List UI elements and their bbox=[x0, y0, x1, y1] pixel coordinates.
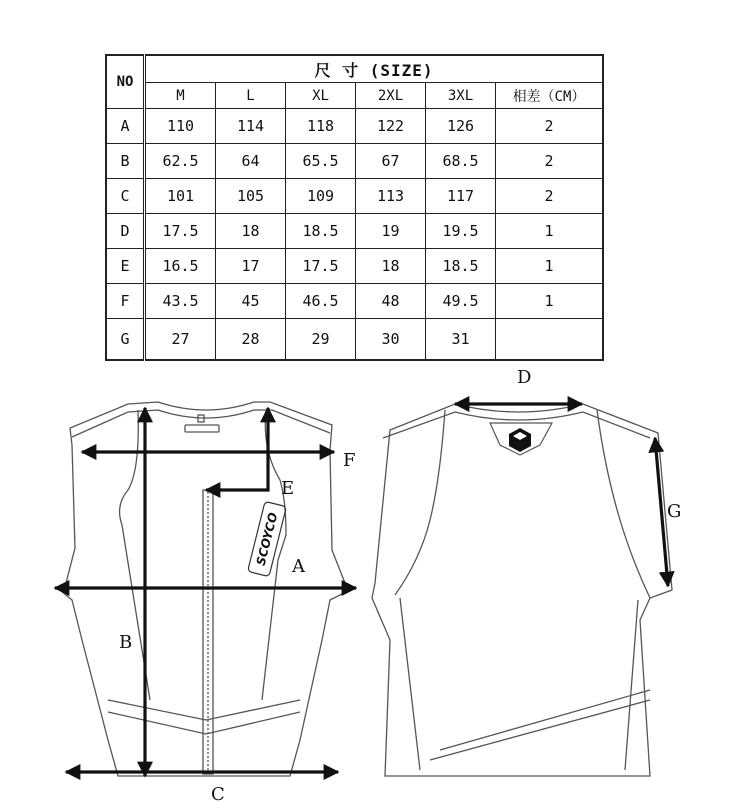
difference-cell: 1 bbox=[496, 249, 604, 284]
arrow-e-zip-to-shoulder bbox=[206, 408, 268, 490]
size-header-l: L bbox=[216, 83, 286, 109]
table-cell: 28 bbox=[216, 319, 286, 361]
table-cell: 67 bbox=[356, 144, 426, 179]
table-row bbox=[106, 284, 603, 319]
table-row bbox=[106, 144, 603, 179]
table-row bbox=[106, 179, 603, 214]
row-label: C bbox=[106, 179, 145, 214]
size-header-xl: XL bbox=[286, 83, 356, 109]
table-cell: 18.5 bbox=[426, 249, 496, 284]
table-cell: 46.5 bbox=[286, 284, 356, 319]
label-d: D bbox=[517, 367, 532, 388]
table-cell: 110 bbox=[145, 109, 216, 144]
scoyco-front-logo bbox=[248, 501, 287, 576]
label-b: B bbox=[119, 632, 133, 653]
svg-text:SCOYCO: SCOYCO bbox=[253, 511, 281, 567]
difference-header: 相差（CM） bbox=[496, 83, 604, 109]
label-a: A bbox=[292, 556, 305, 577]
difference-cell: 2 bbox=[496, 144, 604, 179]
size-chart-table bbox=[105, 54, 604, 361]
vest-back-drawing bbox=[372, 404, 672, 776]
table-row bbox=[106, 319, 603, 361]
table-cell: 18 bbox=[356, 249, 426, 284]
difference-cell: 1 bbox=[496, 284, 604, 319]
table-cell: 126 bbox=[426, 109, 496, 144]
label-c: C bbox=[211, 784, 225, 805]
size-header-3xl: 3XL bbox=[426, 83, 496, 109]
table-cell: 17.5 bbox=[286, 249, 356, 284]
row-label: B bbox=[106, 144, 145, 179]
table-cell: 45 bbox=[216, 284, 286, 319]
label-g: G bbox=[667, 501, 682, 522]
table-cell: 122 bbox=[356, 109, 426, 144]
label-e: E bbox=[281, 478, 295, 499]
difference-cell: 1 bbox=[496, 214, 604, 249]
table-cell: 65.5 bbox=[286, 144, 356, 179]
row-label: D bbox=[106, 214, 145, 249]
table-cell: 64 bbox=[216, 144, 286, 179]
row-label: G bbox=[106, 319, 145, 361]
table-row bbox=[106, 109, 603, 144]
table-cell: 30 bbox=[356, 319, 426, 361]
row-label: A bbox=[106, 109, 145, 144]
table-row bbox=[106, 214, 603, 249]
table-cell: 17.5 bbox=[145, 214, 216, 249]
difference-cell bbox=[496, 319, 604, 361]
vest-measurement-diagram bbox=[0, 360, 750, 808]
table-cell: 29 bbox=[286, 319, 356, 361]
table-cell: 62.5 bbox=[145, 144, 216, 179]
table-cell: 43.5 bbox=[145, 284, 216, 319]
table-cell: 68.5 bbox=[426, 144, 496, 179]
table-cell: 114 bbox=[216, 109, 286, 144]
table-cell: 105 bbox=[216, 179, 286, 214]
row-label: E bbox=[106, 249, 145, 284]
table-cell: 118 bbox=[286, 109, 356, 144]
table-cell: 48 bbox=[356, 284, 426, 319]
size-title: 尺 寸 (SIZE) bbox=[145, 55, 604, 83]
table-cell: 16.5 bbox=[145, 249, 216, 284]
row-label: F bbox=[106, 284, 145, 319]
label-f: F bbox=[343, 450, 356, 471]
table-cell: 19.5 bbox=[426, 214, 496, 249]
table-cell: 117 bbox=[426, 179, 496, 214]
table-cell: 27 bbox=[145, 319, 216, 361]
no-column-header: NO bbox=[106, 55, 145, 109]
table-cell: 17 bbox=[216, 249, 286, 284]
table-cell: 101 bbox=[145, 179, 216, 214]
table-cell: 18.5 bbox=[286, 214, 356, 249]
size-header-m: M bbox=[145, 83, 216, 109]
table-cell: 18 bbox=[216, 214, 286, 249]
difference-cell: 2 bbox=[496, 179, 604, 214]
table-cell: 49.5 bbox=[426, 284, 496, 319]
table-cell: 113 bbox=[356, 179, 426, 214]
table-cell: 31 bbox=[426, 319, 496, 361]
table-cell: 109 bbox=[286, 179, 356, 214]
table-row bbox=[106, 249, 603, 284]
size-header-2xl: 2XL bbox=[356, 83, 426, 109]
table-cell: 19 bbox=[356, 214, 426, 249]
scoyco-back-logo bbox=[490, 423, 552, 455]
difference-cell: 2 bbox=[496, 109, 604, 144]
